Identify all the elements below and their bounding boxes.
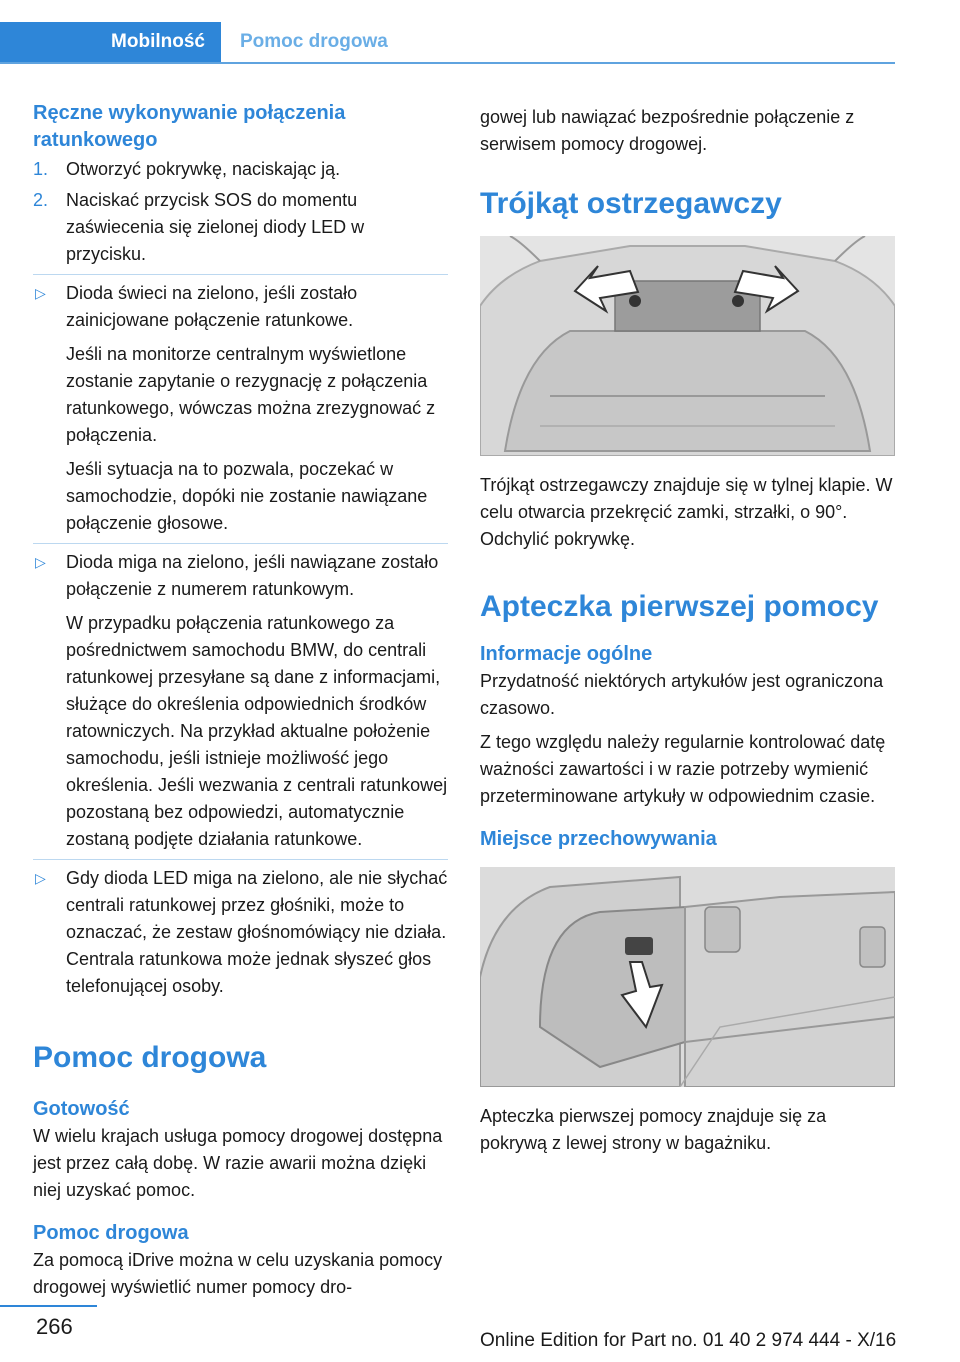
- firstaid-heading: Apteczka pierwszej pomocy: [480, 590, 879, 623]
- storage-heading: Miejsce przechowywania: [480, 828, 717, 850]
- section-tab: Mobilność: [0, 22, 221, 62]
- step-2: [33, 187, 448, 268]
- triangle-heading: Trójkąt ostrzegawczy: [480, 187, 782, 220]
- step-text: Otworzyć pokrywkę, naciskając ją.: [66, 159, 341, 179]
- bullet-text: Dioda świeci na zielono, jeśli zostało zainicjowane połączenie ratunkowe.: [66, 283, 358, 330]
- manual-call-heading: Ręczne wykonywanie połączenia ratunkowego: [33, 102, 346, 151]
- readiness-text: W wielu krajach usługa pomocy drogowej dostępna jest przez całą dobę. W razie awarii można dzięki niej uzyskać pomoc.: [33, 1126, 443, 1200]
- step-number: 1.: [33, 159, 49, 179]
- bullet-item: [33, 859, 448, 1000]
- edition-text: Online Edition for Part no. 01 40 2 974 444 - X/16: [480, 1330, 897, 1351]
- steps-list: [33, 156, 448, 268]
- general-text-2: Z tego względu należy regularnie kontrolować datę ważności zawartości i w razie potrzeby wymienić przeterminowane artykuły w odpowiednim czasie.: [480, 732, 886, 806]
- roadside-text: Za pomocą iDrive można w celu uzyskania pomocy drogowej wyświetlić numer pomocy dro-: [33, 1250, 443, 1297]
- right-column: [480, 104, 898, 1157]
- chapter-tab: Pomoc drogowa: [240, 31, 388, 52]
- triangle-text: Trójkąt ostrzegawczy znajduje się w tylnej klapie. W celu otwarcia przekręcić zamki, strzałki, o 90°. Odchylić pokrywkę.: [480, 475, 893, 549]
- roadside-sub-heading: Pomoc drogowa: [33, 1222, 189, 1244]
- tailgate-illustration: [480, 236, 895, 456]
- trunk-illustration: [480, 867, 895, 1087]
- bullet-text: Gdy dioda LED miga na zielono, ale nie słychać centrali ratunkowej przez głośniki, może to oznaczać, że zestaw głośnomówiący nie działa. Centrala ratunkowa może jednak słyszeć głos telefonującej osoby.: [66, 868, 448, 996]
- triangle-bullet-icon: ▷: [35, 285, 46, 301]
- page-number: 266: [36, 1314, 73, 1339]
- bullet-text: Jeśli na monitorze centralnym wyświetlone zostanie zapytanie o rezygnację z połączenia ratunkowego, wówczas można zrezygnować z połączenia.: [66, 344, 436, 445]
- continuation-text: gowej lub nawiązać bezpośrednie połączenie z serwisem pomocy drogowej.: [480, 107, 855, 154]
- warning-triangle-illustration: [480, 236, 895, 456]
- step-1: [33, 156, 448, 183]
- roadside-heading: Pomoc drogowa: [33, 1041, 267, 1074]
- triangle-bullet-icon: ▷: [35, 870, 46, 886]
- step-text: Naciskać przycisk SOS do momentu zaświecenia się zielonej diody LED w przycisku.: [66, 190, 365, 264]
- footer-divider: [0, 1305, 97, 1307]
- bullet-item: [33, 274, 448, 537]
- storage-text: Apteczka pierwszej pomocy znajduje się za pokrywą z lewej strony w bagażniku.: [480, 1106, 827, 1153]
- step-number: 2.: [33, 190, 49, 210]
- general-text-1: Przydatność niektórych artykułów jest ograniczona czasowo.: [480, 671, 884, 718]
- led-status-list: [33, 274, 448, 1000]
- left-column: [33, 100, 448, 1301]
- readiness-heading: Gotowość: [33, 1098, 130, 1120]
- bullet-text: W przypadku połączenia ratunkowego za pośrednictwem samochodu BMW, do centrali ratunkowej przesyłane są dane z informacjami, służące do określenia odpowiednich środków ratowniczych. Na przykład aktualne położenie samochodu, jeśli istnieje możliwość jego określenia. Jeśli wezwania z centrali ratunkowej pozostaną bez odpowiedzi, automatycznie zostaną podjęte działania ratunkowe.: [66, 613, 448, 849]
- first-aid-storage-illustration: [480, 867, 895, 1087]
- bullet-text: Dioda miga na zielono, jeśli nawiązane zostało połączenie z numerem ratunkowym.: [66, 552, 439, 599]
- bullet-text: Jeśli sytuacja na to pozwala, poczekać w samochodzie, dopóki nie zostanie nawiązane połączenie głosowe.: [66, 459, 428, 533]
- triangle-bullet-icon: ▷: [35, 554, 46, 570]
- page-header: [0, 22, 895, 64]
- bullet-item: [33, 543, 448, 853]
- general-heading: Informacje ogólne: [480, 643, 653, 665]
